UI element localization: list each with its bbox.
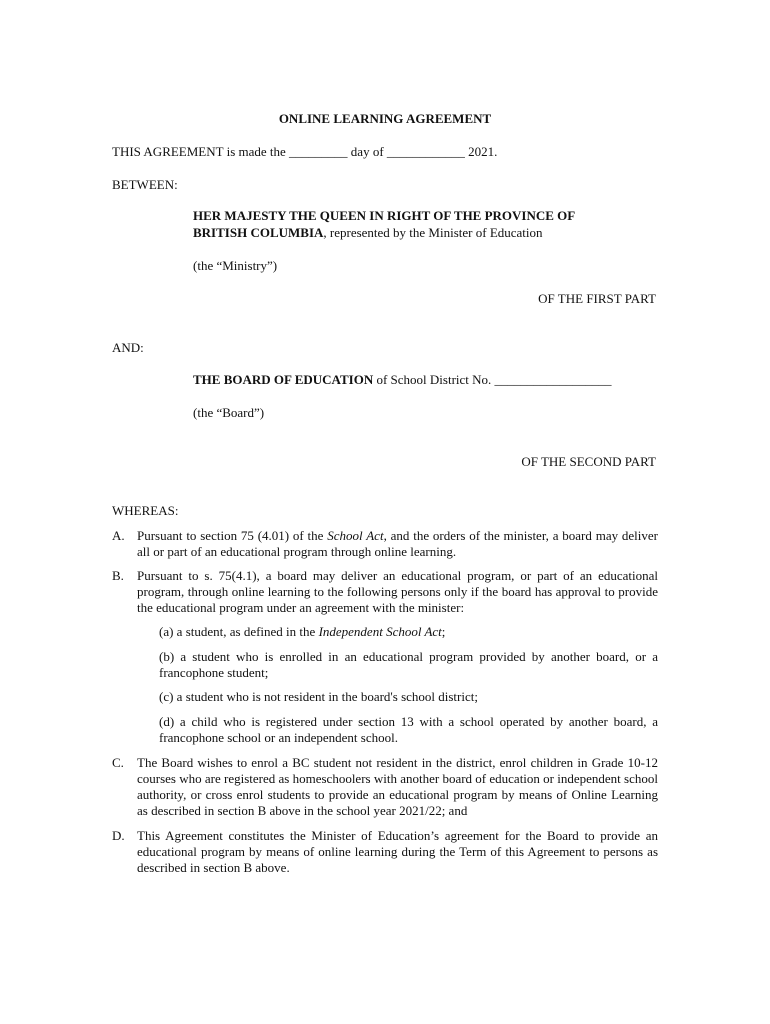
party2-school-district: of School District No. __________________ (373, 372, 612, 387)
recital-d (112, 828, 658, 876)
recital-a (112, 528, 658, 560)
and-label: AND: (112, 340, 144, 355)
party2-alias: (the “Board”) (193, 405, 265, 420)
recital-a-pre: Pursuant to section 75 (4.01) of the (137, 528, 328, 543)
first-part-label: OF THE FIRST PART (538, 291, 656, 306)
party1-name-line2 (193, 225, 543, 241)
party2-name-bold: THE BOARD OF EDUCATION (193, 372, 374, 387)
party1-name-bold: BRITISH COLUMBIA (193, 225, 324, 240)
recital-b-subitem-b: (b) a student who is enrolled in an educational program provided by another board, or a francophone student; (159, 649, 658, 680)
party1-name-line1: HER MAJESTY THE QUEEN IN RIGHT OF THE PROVINCE OF (193, 208, 576, 223)
subitem-a-pre: (a) a student, as defined in the (159, 624, 319, 639)
document-title: ONLINE LEARNING AGREEMENT (278, 111, 492, 126)
recital-b-subitem-c: (c) a student who is not resident in the board's school district; (159, 689, 478, 704)
recital-b-subitem-a (159, 624, 658, 640)
recital-letter: C. (112, 755, 124, 770)
recital-text: Pursuant to s. 75(4.1), a board may deliver an educational program, or part of an educational program, through online learning to the following persons only if the board has approval to provide the educational program under an agreement with the minister: (137, 568, 658, 615)
recital-letter: D. (112, 828, 125, 843)
second-part-label: OF THE SECOND PART (521, 454, 656, 469)
recital-text: This Agreement constitutes the Minister of Education’s agreement for the Board to provide an educational program by means of online learning during the Term of this Agreement to persons as described in section B above. (137, 828, 658, 875)
recital-b-subitem-d: (d) a child who is registered under section 13 with a school operated by another board, a francophone school or an independent school. (159, 714, 658, 745)
recital-b (112, 568, 658, 616)
recital-text (137, 528, 658, 560)
recital-text: The Board wishes to enrol a BC student not resident in the district, enrol children in Grade 10-12 courses who are registered as homeschoolers with another board of education or independent school authority, or cross enrol students to provide an educational program by means of Online Learning as described in section B above in the school year 2021/22; and (137, 755, 658, 818)
independent-school-act-title: Independent School Act (318, 624, 442, 639)
school-act-title: School Act (327, 528, 384, 543)
between-label: BETWEEN: (112, 177, 178, 192)
recital-c (112, 755, 658, 819)
agreement-date-line: THIS AGREEMENT is made the _________ day of ____________ 2021. (112, 144, 498, 159)
recital-a-post: , and the orders of the minister, a board may deliver all or part of an educational program through online learning. (137, 528, 658, 559)
subitem-a-post: ; (441, 624, 446, 639)
party1-represented-by: , represented by the Minister of Education (323, 225, 543, 240)
party1-alias: (the “Ministry”) (193, 258, 278, 273)
recital-letter: B. (112, 568, 124, 583)
party2-name-line (193, 372, 612, 388)
whereas-label: WHEREAS: (112, 503, 179, 518)
recital-letter: A. (112, 528, 125, 543)
